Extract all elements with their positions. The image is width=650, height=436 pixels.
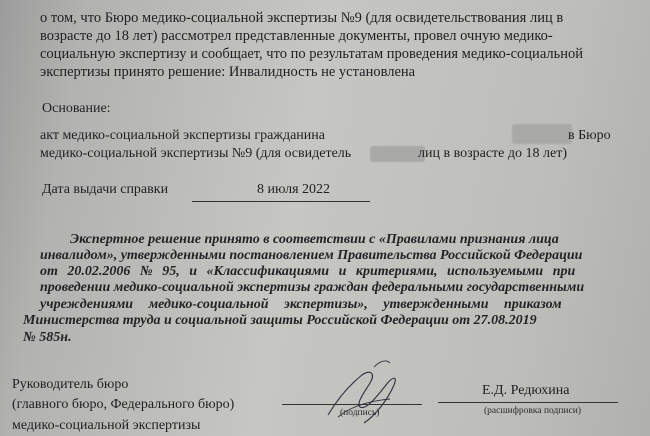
expert-line-6: Министерства труда и социальной защиты Российской Федерации от 27.08.2019 <box>23 313 537 328</box>
expert-line-3: от 20.02.2006 № 95, и «Классификациями и критериями, используемыми при <box>40 264 576 279</box>
basis-line-1: акт медико-социальной экспертизы гражданина <box>40 128 325 143</box>
issue-date-line <box>192 201 370 202</box>
signer-caption: (расшифровка подписи) <box>484 406 581 416</box>
signatory-line-1: Руководитель бюро <box>12 377 129 392</box>
signatory-line-3: медико-социальной экспертизы <box>12 418 201 433</box>
body-line-2: возрасте до 18 лет) рассмотрел представленные документы, провел очную медико- <box>40 28 553 44</box>
issue-date-label: Дата выдачи справки <box>42 182 169 197</box>
basis-label: Основание: <box>42 101 111 116</box>
expert-line-5: учреждениями медико-социальной экспертизы», утвержденными приказом <box>40 297 562 312</box>
body-line-1: о том, что Бюро медико-социальной экспертизы №9 (для освидетельствования лиц в <box>40 10 564 26</box>
redacted-area-2 <box>370 146 425 162</box>
signatory-line-2: (главного бюро, Федерального бюро) <box>12 397 235 412</box>
signer-name-line <box>438 402 618 403</box>
issue-date-value: 8 июля 2022 <box>257 182 331 197</box>
basis-line-2-end: лиц в возрасте до 18 лет) <box>418 146 567 161</box>
signature-caption: (подпись) <box>340 408 380 418</box>
expert-line-2: инвалидом», утвержденными постановлением Правительства Российской Федерации <box>40 248 583 263</box>
basis-line-2: медико-социальной экспертизы №9 (для освидетель <box>40 146 352 161</box>
basis-line-1-end: в Бюро <box>568 128 611 143</box>
signer-name: Е.Д. Редюхина <box>482 383 570 398</box>
redacted-area <box>512 124 572 144</box>
expert-line-4: проведении медико-социальной экспертизы граждан федеральными государственными <box>40 280 585 295</box>
body-line-4: экспертизы принято решение: Инвалидность не установлена <box>40 64 416 80</box>
handwritten-signature <box>320 355 410 430</box>
expert-line-1: Экспертное решение принято в соответствии с «Правилами признания лица <box>70 232 559 247</box>
expert-line-7: № 585н. <box>23 330 72 345</box>
body-line-3: социальную экспертизу и сообщает, что по результатам проведения медико-социальной <box>40 46 583 62</box>
